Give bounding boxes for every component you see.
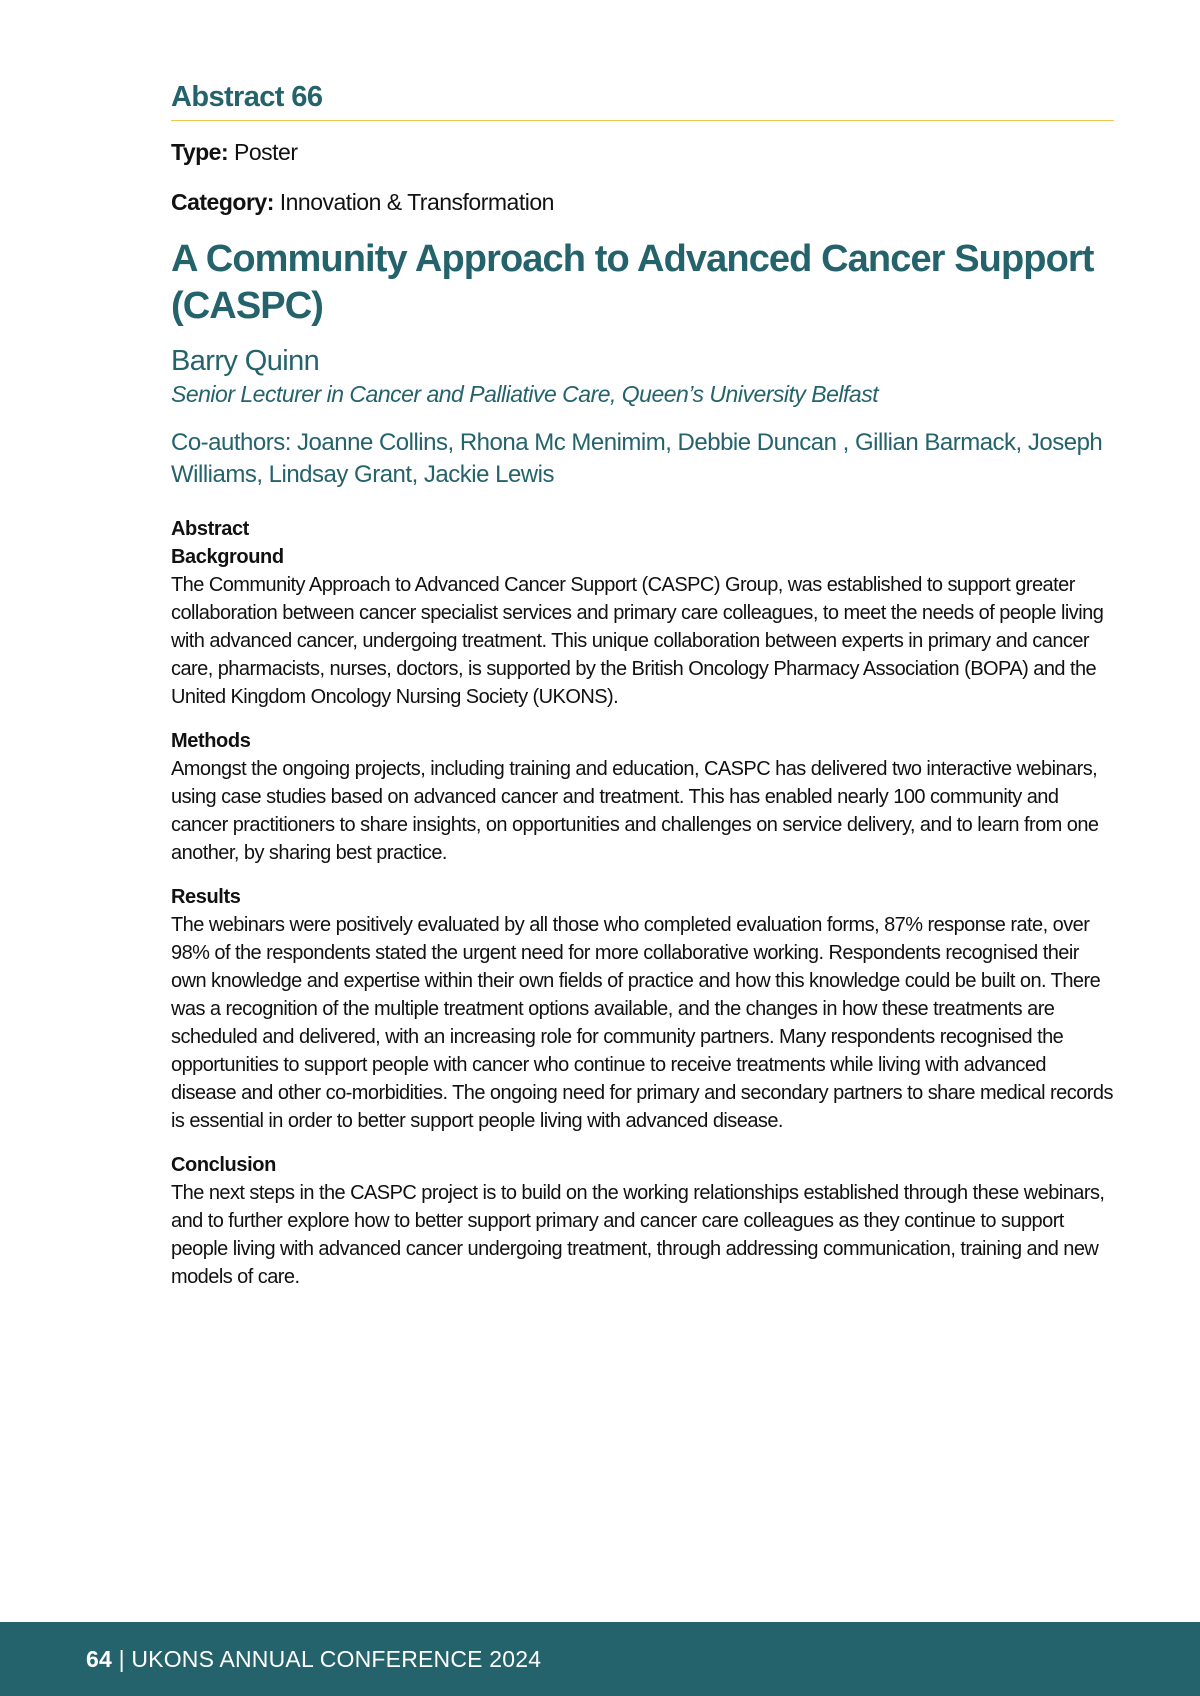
type-line bbox=[171, 137, 1114, 167]
abstract-title: A Community Approach to Advanced Cancer Support (CASPC) bbox=[171, 238, 1094, 327]
category-value: Innovation & Transformation bbox=[279, 189, 554, 215]
coauthors: Co-authors: Joanne Collins, Rhona Mc Menimim, Debbie Duncan , Gillian Barmack, Joseph Williams, Lindsay Grant, Jackie Lewis bbox=[171, 429, 1103, 488]
section-body: The next steps in the CASPC project is to build on the working relationships established through these webinars, and to further explore how to better support primary and cancer care colleagues as they continue to support people living with advanced cancer undergoing treatment, through addressing communication, training and new models of care. bbox=[171, 1182, 1105, 1288]
section-heading: Results bbox=[171, 886, 241, 908]
type-label: Type: bbox=[171, 139, 229, 165]
author-name: Barry Quinn bbox=[171, 345, 320, 377]
section-conclusion bbox=[171, 1151, 1114, 1291]
footer-text bbox=[86, 1622, 541, 1696]
category-label: Category: bbox=[171, 189, 274, 215]
type-value: Poster bbox=[234, 139, 298, 165]
section-heading: Methods bbox=[171, 730, 251, 752]
section-heading: Conclusion bbox=[171, 1154, 276, 1176]
footer-conference: UKONS ANNUAL CONFERENCE 2024 bbox=[131, 1646, 542, 1672]
section-background bbox=[171, 543, 1114, 711]
section-body: Amongst the ongoing projects, including training and education, CASPC has delivered two interactive webinars, using case studies based on advanced cancer and treatment. This has enabled nearly 100 community and cancer practitioners to share insights, on opportunities and challenges on service delivery, and to learn from one another, by sharing best practice. bbox=[171, 758, 1099, 864]
section-heading: Background bbox=[171, 546, 284, 568]
section-results bbox=[171, 883, 1114, 1135]
abstract-number: Abstract 66 bbox=[171, 78, 1114, 121]
section-body: The webinars were positively evaluated by all those who completed evaluation forms, 87% response rate, over 98% of the respondents stated the urgent need for more collaborative working. Respondents recognised their own knowledge and expertise within their own fields of practice and how this knowledge could be built on. There was a recognition of the multiple treatment options available, and the changes in how these treatments are scheduled and delivered, with an increasing role for community partners. Many respondents recognised the opportunities to support people with cancer who continue to receive treatments while living with advanced disease and other co-morbidities. The ongoing need for primary and secondary partners to share medical records is essential in order to better support people living with advanced disease. bbox=[171, 914, 1113, 1132]
abstract-page bbox=[171, 78, 1114, 1291]
section-methods bbox=[171, 727, 1114, 867]
author-role: Senior Lecturer in Cancer and Palliative Care, Queen’s University Belfast bbox=[171, 381, 879, 407]
abstract-heading: Abstract bbox=[171, 518, 249, 540]
footer-page-number: 64 bbox=[86, 1646, 112, 1672]
footer-separator: | bbox=[111, 1646, 132, 1672]
section-body: The Community Approach to Advanced Cancer Support (CASPC) Group, was established to support greater collaboration between cancer specialist services and primary care colleagues, to meet the needs of people living with advanced cancer, undergoing treatment. This unique collaboration between experts in primary and cancer care, pharmacists, nurses, doctors, is supported by the British Oncology Pharmacy Association (BOPA) and the United Kingdom Oncology Nursing Society (UKONS). bbox=[171, 574, 1104, 708]
category-line bbox=[171, 187, 1114, 217]
page-footer bbox=[0, 1622, 1200, 1696]
